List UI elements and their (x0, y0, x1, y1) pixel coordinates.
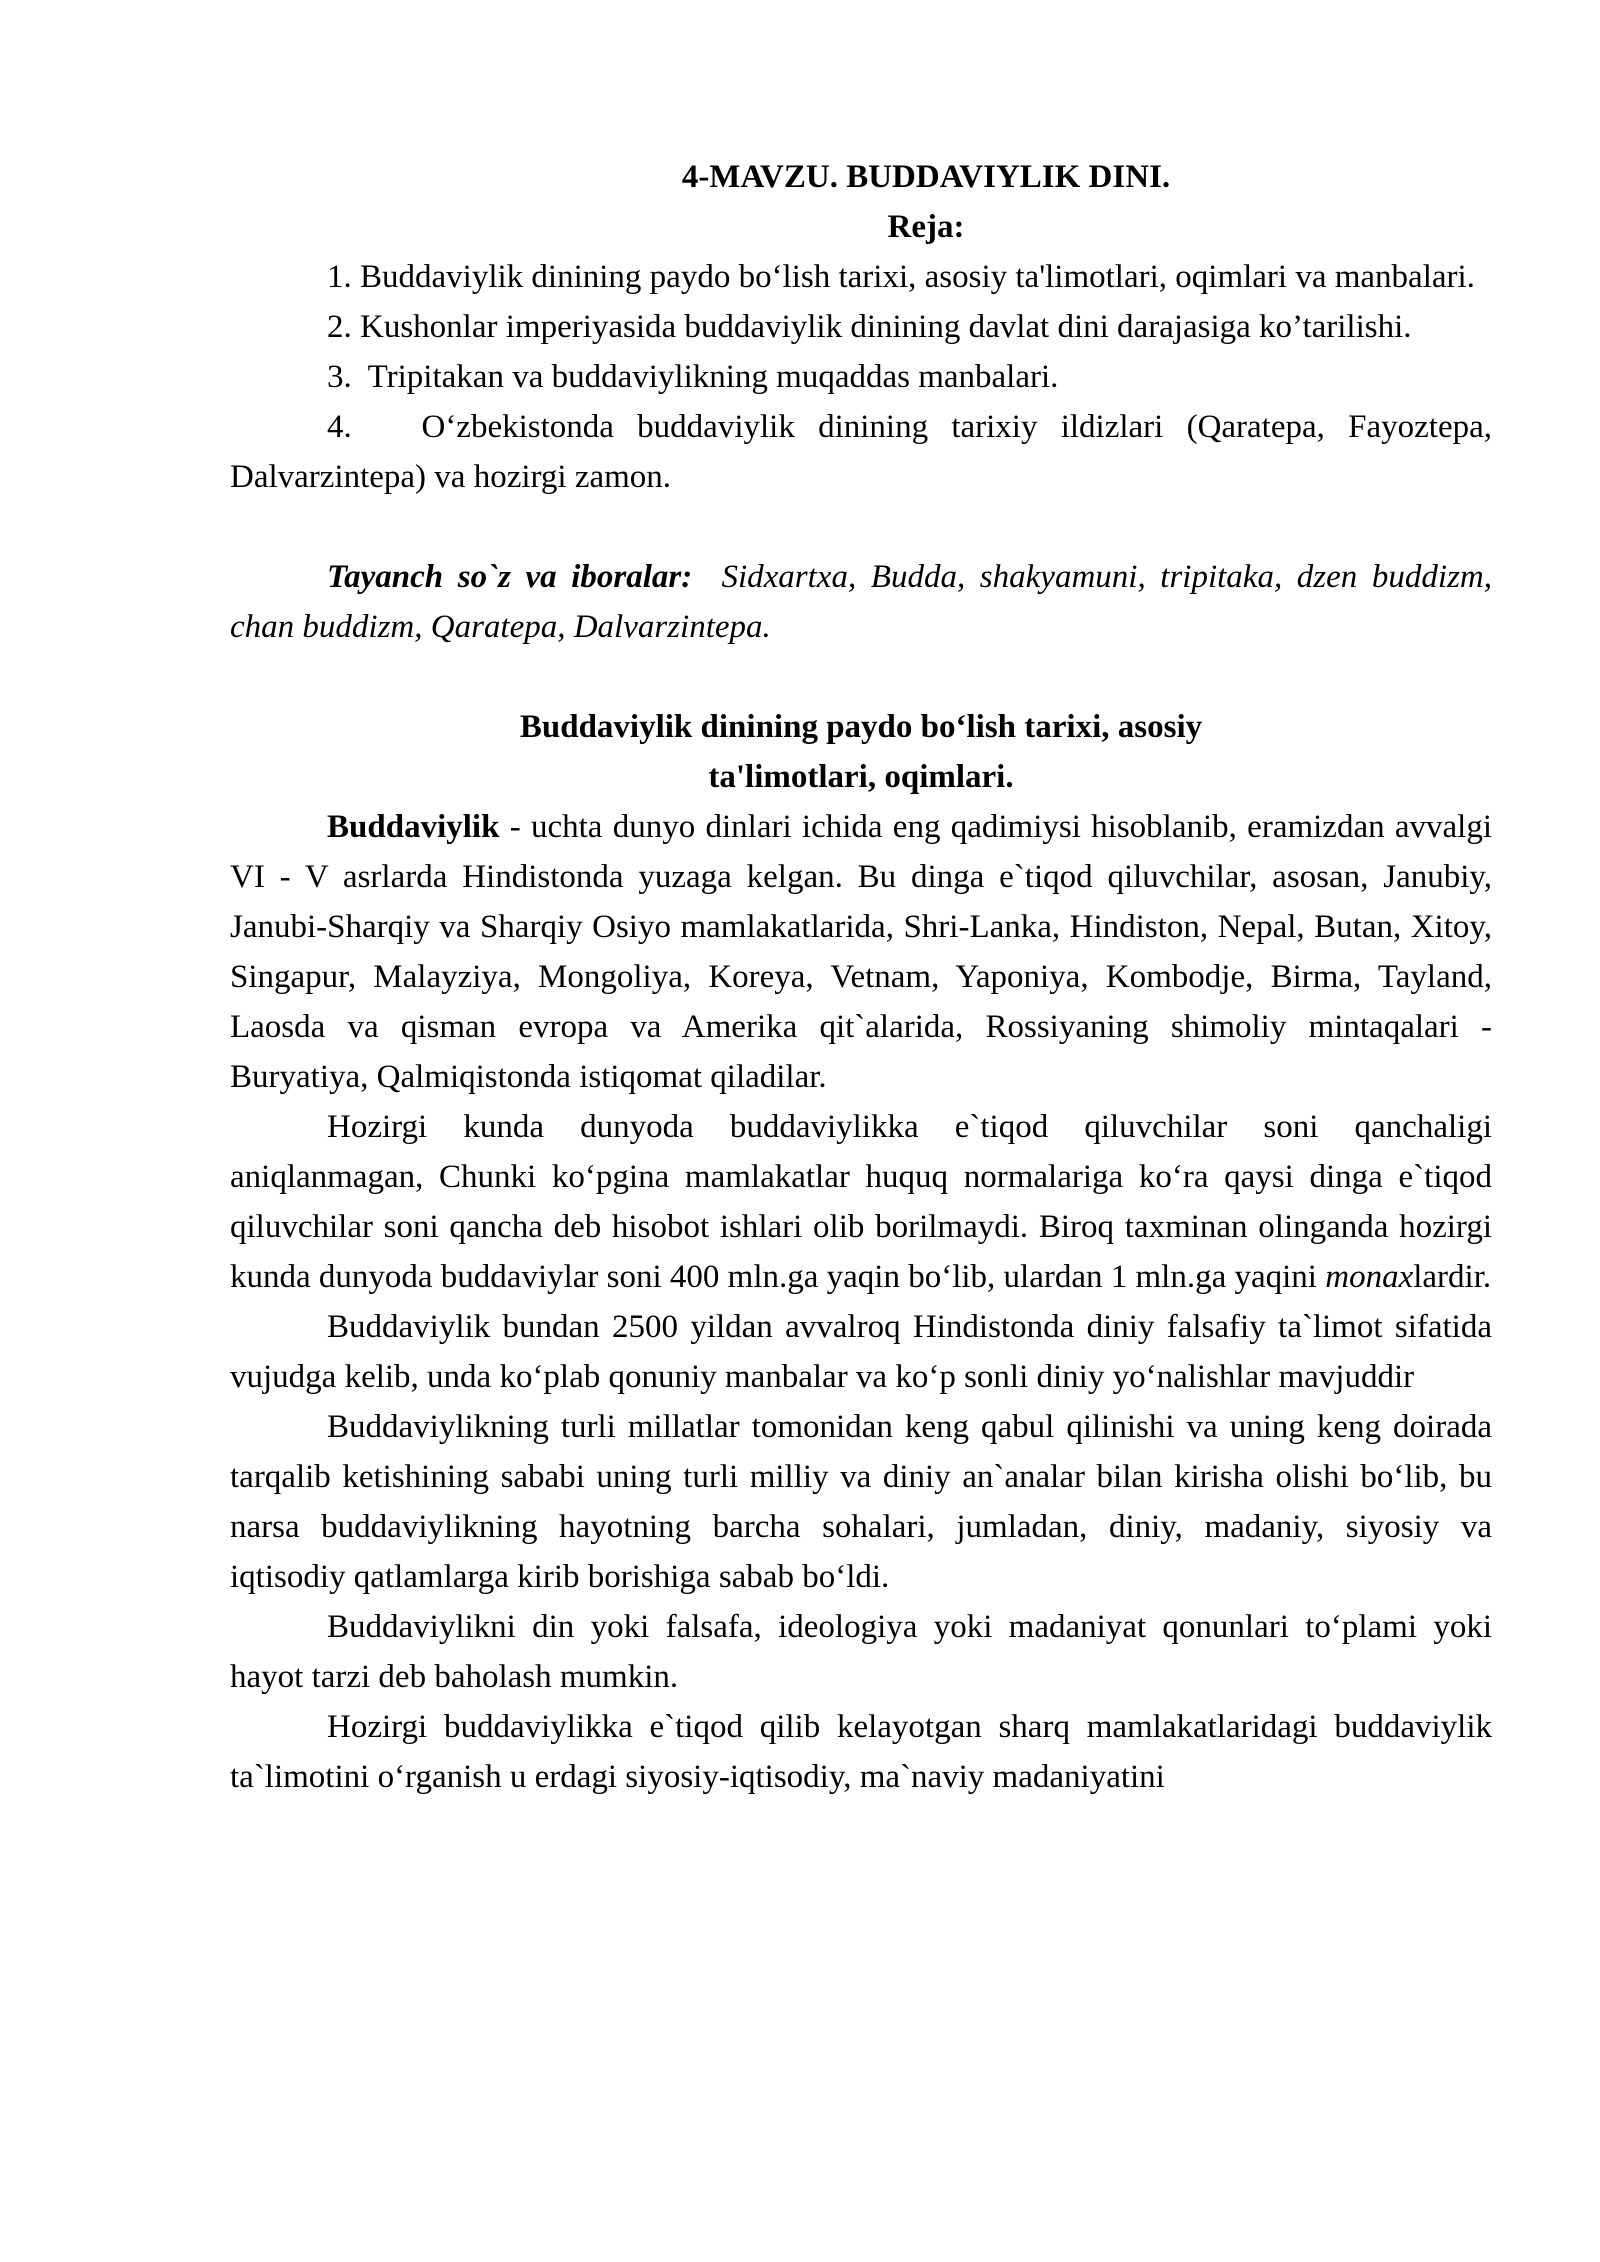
plan-item-4 (230, 402, 1492, 502)
plan-item-number: 3. (327, 359, 352, 395)
paragraph-6: Hozirgi buddaviylikka e`tiqod qilib kelayotgan sharq mamlakatlaridagi buddaviylik ta`limotini o‘rganish u erdagi siyosiy-iqtisodiy, ma`naviy madaniyatini (230, 1709, 1492, 1795)
keywords-text: Sidxartxa, Budda, shakyamuni, tripitaka, dzen buddizm, chan buddizm, Qaratepa, Dalvarzintepa. (230, 559, 1492, 645)
paragraph-2 (230, 1102, 1492, 1302)
paragraph-5: Buddaviylikni din yoki falsafa, ideologiya yoki madaniyat qonunlari to‘plami yoki hayot tarzi deb baholash mumkin. (230, 1609, 1492, 1695)
paragraph-4: Buddaviylikning turli millatlar tomonidan keng qabul qilinishi va uning keng doirada tarqalib ketishining sababi uning turli milliy va diniy an`analar bilan kirisha olishi bo‘lib, bu narsa buddaviylikning hayotning barcha sohalari, jumladan, diniy, madaniy, siyosiy va iqtisodiy qatlamlarga kirib borishiga sabab bo‘ldi. (230, 1409, 1492, 1595)
plan-label: Reja: (887, 209, 965, 245)
plan-item-text: Buddaviylik dinining paydo bo‘lish tarixi, asosiy ta'limotlari, oqimlari va manbalari. (360, 259, 1475, 295)
section-title-line-1: Buddaviylik dinining paydo bo‘lish tarixi, asosiy (519, 709, 1203, 745)
paragraph-text: Hozirgi kunda dunyoda buddaviylikka e`tiqod qiluvchilar soni qanchaligi aniqlanmagan, Chunki ko‘pgina mamlakatlar huquq normalariga ko‘ra qaysi dinga e`tiqod qiluvchilar soni qancha deb hisobot ishlari olib borilmaydi. Biroq taxminan olinganda hozirgi kunda dunyoda buddaviylar soni 400 mln.ga yaqin bo‘lib, ulardan 1 mln.ga yaqini (230, 1109, 1492, 1295)
plan-item-number: 2. (327, 309, 352, 345)
keywords-label: Tayanch so`z va iboralar: (327, 559, 693, 595)
plan-item-text: Tripitakan va buddaviylikning muqaddas manbalari. (367, 359, 1059, 395)
paragraph-1 (230, 802, 1492, 1102)
spacer (230, 652, 1492, 702)
plan-item-number: 4. (327, 409, 352, 445)
plan-item-text: Kushonlar imperiyasida buddaviylik dinining davlat dini darajasiga ko’tarilishi. (360, 309, 1412, 345)
plan-item-3 (230, 352, 1492, 402)
italic-term: monax (1325, 1259, 1414, 1295)
paragraph-3: Buddaviylik bundan 2500 yildan avvalroq Hindistonda diniy falsafiy ta`limot sifatida vujudga kelib, unda ko‘plab qonuniy manbalar va ko‘p sonli diniy yo‘nalishlar mavjuddir (230, 1309, 1492, 1395)
paragraph-text-end: lardir. (1413, 1259, 1492, 1295)
section-title-line-2: ta'limotlari, oqimlari. (708, 759, 1014, 795)
spacer (230, 502, 1492, 552)
keywords-paragraph (230, 552, 1492, 652)
term-buddaviylik: Buddaviylik (327, 809, 500, 845)
document-page (230, 152, 1492, 1802)
paragraph-text: - uchta dunyo dinlari ichida eng qadimiysi hisoblanib, eramizdan avvalgi VI - V asrlarda Hindistonda yuzaga kelgan. Bu dinga e`tiqod qiluvchilar, asosan, Janubiy, Janubi-Sharqiy va Sharqiy Osiyo mamlakatlarida, Shri-Lanka, Hindiston, Nepal, Butan, Xitoy, Singapur, Malayziya, Mongoliya, Koreya, Vetnam, Yaponiya, Kombodje, Birma, Tayland, Laosda va qisman evropa va Amerika qit`alarida, Rossiyaning shimoliy mintaqalari - Buryatiya, Qalmiqistonda istiqomat qiladilar. (230, 809, 1492, 1095)
plan-item-2 (230, 302, 1492, 352)
page-title: 4-MAVZU. BUDDAVIYLIK DINI. (681, 159, 1171, 195)
plan-item-text: O‘zbekistonda buddaviylik dinining tarixiy ildizlari (Qaratepa, Fayoztepa, Dalvarzintepa) va hozirgi zamon. (230, 409, 1492, 495)
plan-item-number: 1. (327, 259, 352, 295)
plan-item-1 (230, 252, 1492, 302)
